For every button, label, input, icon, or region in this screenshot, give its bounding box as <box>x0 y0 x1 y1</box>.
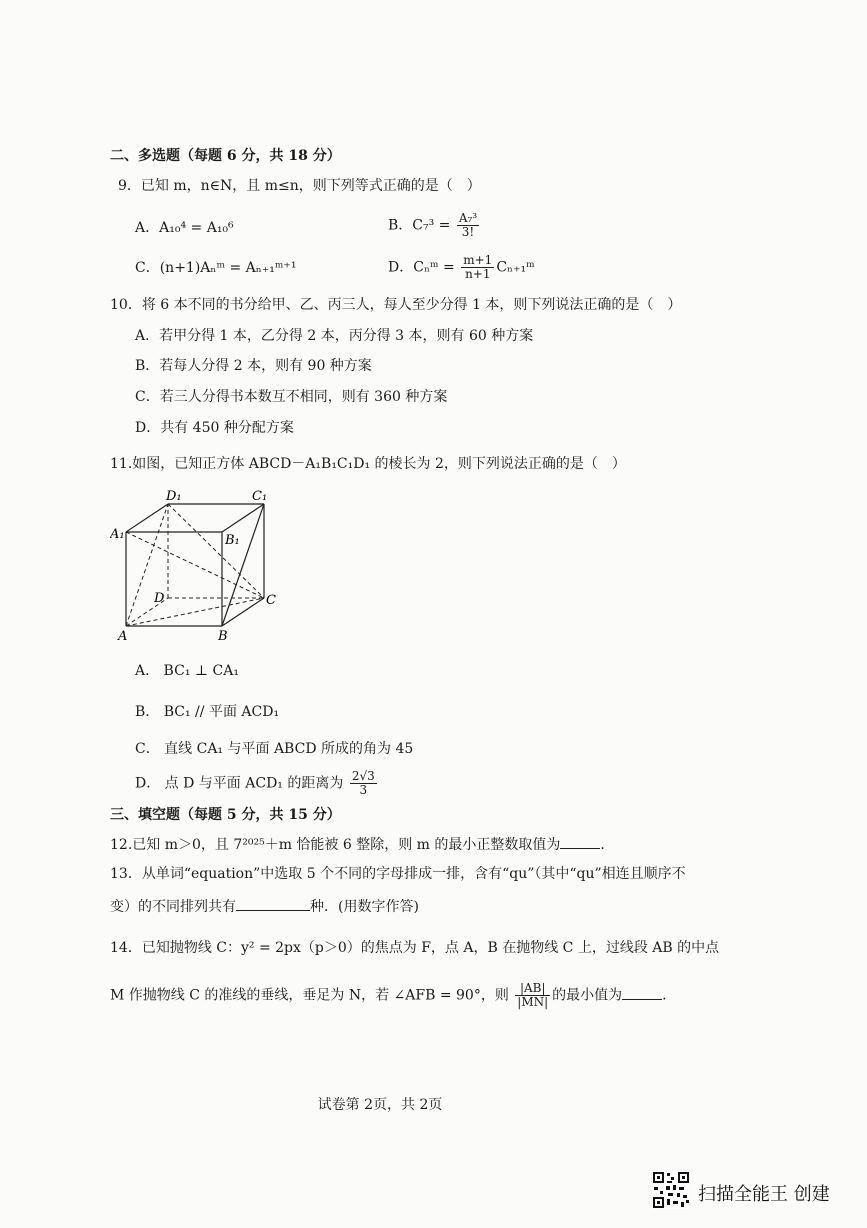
label-c1: C₁ <box>252 489 268 504</box>
q13-line1: 13．从单词“equation”中选取 5 个不同的字母排成一排，含有“qu”（其中“qu”相连且顺序不 <box>110 866 686 882</box>
q9-option-c: C．(n+1)Aₙᵐ = Aₙ₊₁ᵐ⁺¹ <box>135 260 297 276</box>
segment-a-d1 <box>126 504 168 626</box>
q14-fraction: $\frac{|AB|}{|MN|}$ <box>517 981 549 1009</box>
q10-option-d: D．共有 450 种分配方案 <box>135 420 294 436</box>
edge-a1-d1 <box>126 504 168 532</box>
q14-answer-blank <box>622 985 662 1000</box>
label-d1: D₁ <box>166 489 182 504</box>
q13-line2: 变）的不同排列共有 种．(用数字作答) <box>110 896 419 917</box>
q13-answer-blank <box>236 896 310 911</box>
q11-option-b: B． BC₁ // 平面 ACD₁ <box>135 704 280 720</box>
q12-text: 12.已知 m＞0，且 7²⁰²⁵＋m 恰能被 6 整除，则 m 的最小正整数取值为 . <box>110 834 605 855</box>
label-d: D <box>154 591 165 606</box>
q9-option-b: B．C₇³ = $\frac{\text{A₇³}}{3!}$ <box>388 211 478 239</box>
label-a: A <box>118 629 128 644</box>
section-2-title: 二、多选题（每题 6 分，共 18 分） <box>110 148 341 164</box>
q9-option-a: A．A₁₀⁴ = A₁₀⁶ <box>135 220 234 236</box>
q12-answer-blank <box>560 834 600 849</box>
q10-option-b: B．若每人分得 2 本，则有 90 种方案 <box>135 358 372 374</box>
segment-b-c1 <box>222 504 264 626</box>
label-b1: B₁ <box>225 533 240 548</box>
qr-code-icon <box>652 1171 690 1209</box>
cube-figure <box>110 488 280 644</box>
q11-option-d: D． 点 D 与平面 ACD₁ 的距离为 $\frac{2√3}{3}$ <box>135 769 375 797</box>
q9-b-fraction: $\frac{\text{A₇³}}{3!}$ <box>458 211 478 239</box>
segment-d1-c <box>168 504 264 598</box>
edge-b1-c1 <box>222 504 264 532</box>
q9-d-fraction: $\frac{m+1}{n+1}$ <box>463 253 493 281</box>
q11-stem: 11.如图，已知正方体 ABCD－A₁B₁C₁D₁ 的棱长为 2，则下列说法正确的是（ ） <box>110 456 626 472</box>
q14-line1: 14．已知抛物线 C：y² = 2px（p＞0）的焦点为 F，点 A，B 在抛物线 C 上，过线段 AB 的中点 <box>110 940 720 956</box>
q9-option-d: D．Cₙᵐ = $\frac{m+1}{n+1}$ Cₙ₊₁ᵐ <box>388 253 535 281</box>
q14-line2: M 作抛物线 C 的准线的垂线，垂足为 N，若 ∠AFB = 90°，则 $\frac{|AB|}{|MN|}$ 的最小值为 . <box>110 981 667 1009</box>
q10-stem: 10．将 6 本不同的书分给甲、乙、丙三人，每人至少分得 1 本，则下列说法正确的是（ ） <box>110 297 682 313</box>
scanner-watermark: 扫描全能王 创建 <box>698 1184 830 1205</box>
label-c: C <box>266 593 276 608</box>
q11-option-c: C． 直线 CA₁ 与平面 ABCD 所成的角为 45 <box>135 741 414 757</box>
q10-option-a: A．若甲分得 1 本，乙分得 2 本，丙分得 3 本，则有 60 种方案 <box>135 328 534 344</box>
label-b: B <box>218 629 228 644</box>
q9-stem: 9．已知 m，n∈N，且 m≤n，则下列等式正确的是（ ） <box>118 178 481 194</box>
q11-d-fraction: $\frac{2√3}{3}$ <box>351 769 375 797</box>
page-footer: 试卷第 2页，共 2页 <box>317 1097 443 1113</box>
q11-option-a: A． BC₁ ⊥ CA₁ <box>135 663 239 679</box>
label-a1: A₁ <box>110 527 125 542</box>
section-3-title: 三、填空题（每题 5 分，共 15 分） <box>110 807 341 823</box>
q10-option-c: C．若三人分得书本数互不相同，则有 360 种方案 <box>135 389 448 405</box>
